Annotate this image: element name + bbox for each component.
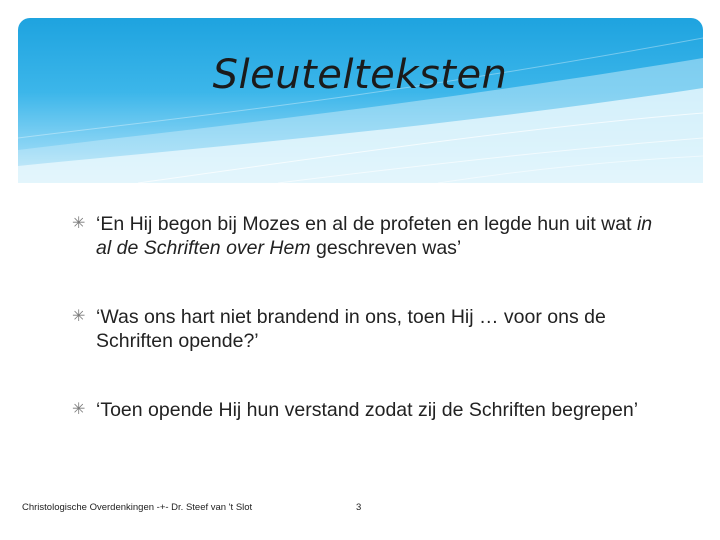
page-number: 3 bbox=[356, 502, 362, 513]
bullet-item bbox=[70, 212, 660, 260]
banner-wave-decoration bbox=[18, 18, 703, 183]
bullet-list bbox=[70, 212, 660, 422]
bullet-item bbox=[70, 398, 660, 422]
header-banner bbox=[18, 18, 703, 183]
slide-title: Sleutelteksten bbox=[212, 52, 508, 98]
asterisk-bullet-icon: ✳ bbox=[72, 308, 86, 325]
asterisk-bullet-icon: ✳ bbox=[72, 215, 86, 232]
bullet-text: ‘Was ons hart niet brandend in ons, toen Hij … voor ons de Schriften opende?’ bbox=[96, 306, 606, 352]
bullet-text-after: geschreven was’ bbox=[310, 237, 462, 259]
bullet-text: ‘Toen opende Hij hun verstand zodat zij de Schriften begrepen’ bbox=[96, 399, 639, 421]
footer-text: Christologische Overdenkingen -+- Dr. Steef van 't Slot bbox=[22, 502, 253, 513]
bullet-emphasis: in al de Schriften over Hem bbox=[96, 213, 653, 259]
bullet-text: ‘En Hij begon bij Mozes en al de profeten en legde hun uit wat bbox=[96, 213, 637, 235]
asterisk-bullet-icon: ✳ bbox=[72, 401, 86, 418]
bullet-item bbox=[70, 305, 660, 353]
